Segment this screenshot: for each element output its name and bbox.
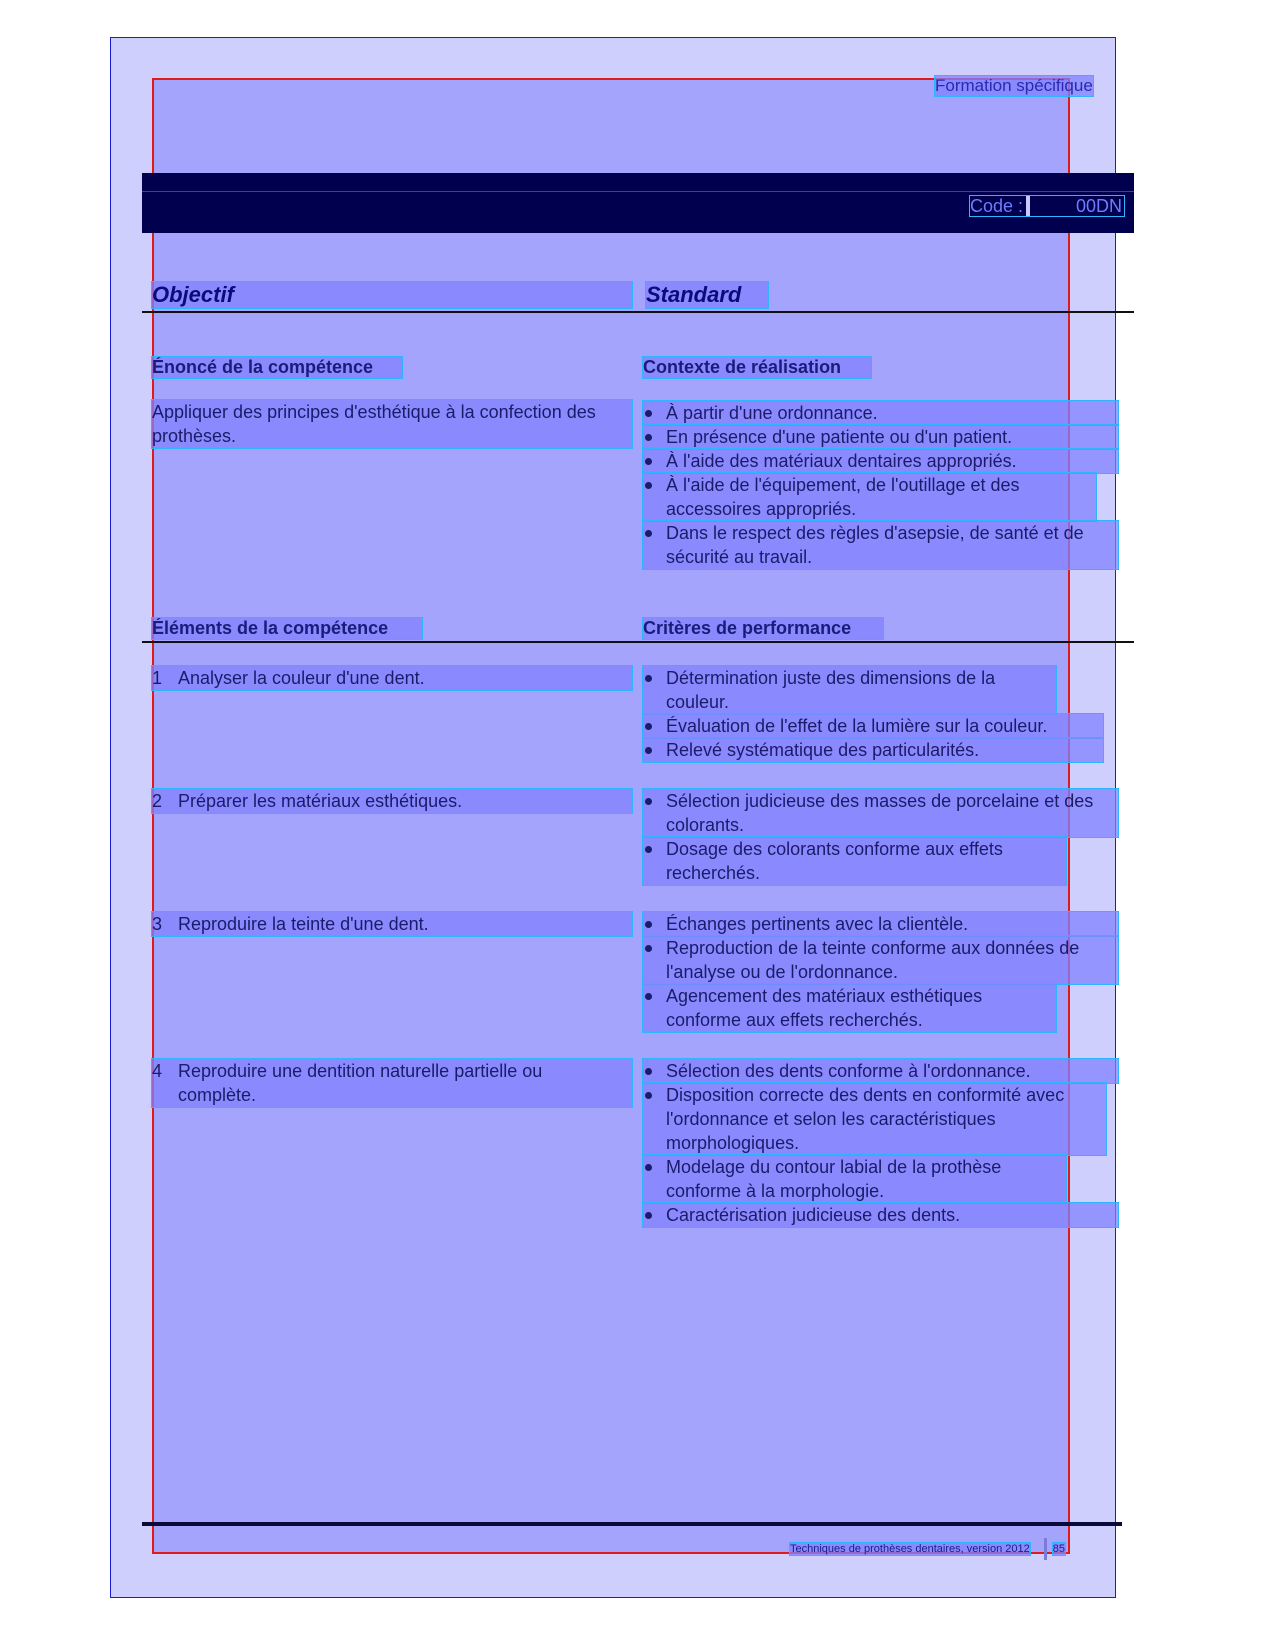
context-item: À l'aide des matériaux dentaires appropriés. <box>643 449 1118 473</box>
header-bar-line <box>142 191 1134 192</box>
competence-text: Appliquer des principes d'esthétique à la confection des prothèses. <box>152 400 632 448</box>
element-text: Reproduire la teinte d'une dent. <box>178 914 429 934</box>
criteria-item: Caractérisation judicieuse des dents. <box>643 1203 1118 1227</box>
competence-heading: Énoncé de la compétence <box>152 357 402 378</box>
footer-document-title: Techniques de prothèses dentaires, version 2012 <box>790 1542 1030 1555</box>
criteria-heading: Critères de performance <box>643 618 883 639</box>
element-text: Analyser la couleur d'une dent. <box>178 668 425 688</box>
criteria-item: Modelage du contour labial de la prothèse conforme à la morphologie. <box>643 1155 1066 1203</box>
element-text: Reproduire une dentition naturelle partielle ou complète. <box>178 1061 543 1105</box>
code-label: Code : <box>970 196 1024 216</box>
page-footer <box>790 1538 1065 1560</box>
criteria-item: Échanges pertinents avec la clientèle. <box>643 912 1118 936</box>
criteria-item: Reproduction de la teinte conforme aux données de l'analyse ou de l'ordonnance. <box>643 936 1118 984</box>
objective-heading: Objectif <box>152 282 632 308</box>
elements-rule <box>142 641 1134 643</box>
criteria-list-3 <box>643 912 1118 1032</box>
elements-heading: Éléments de la compétence <box>152 618 422 639</box>
element-number: 2 <box>152 791 163 811</box>
footer-separator <box>1044 1538 1047 1560</box>
context-item: Dans le respect des règles d'asepsie, de santé et de sécurité au travail. <box>643 521 1118 569</box>
code-value: 00DN <box>1075 196 1122 216</box>
page-number: 85 <box>1052 1542 1065 1555</box>
element-row-2 <box>152 789 632 813</box>
criteria-list-4 <box>643 1059 1118 1227</box>
section-label: Formation spécifique <box>935 76 1093 95</box>
element-row-4 <box>152 1059 632 1107</box>
criteria-item: Sélection des dents conforme à l'ordonnance. <box>643 1059 1118 1083</box>
element-number: 4 <box>152 1061 163 1081</box>
context-list <box>643 401 1118 569</box>
criteria-item: Disposition correcte des dents en conformité avec l'ordonnance et selon les caractéristiques morphologiques. <box>643 1083 1106 1155</box>
criteria-item: Sélection judicieuse des masses de porcelaine et des colorants. <box>643 789 1118 837</box>
code-separator <box>1026 196 1030 216</box>
element-row-1 <box>152 666 632 690</box>
criteria-item: Agencement des matériaux esthétiques conforme aux effets recherchés. <box>643 984 1056 1032</box>
header-rule <box>142 311 1134 313</box>
criteria-list-2 <box>643 789 1118 885</box>
context-heading: Contexte de réalisation <box>643 357 871 378</box>
element-text: Préparer les matériaux esthétiques. <box>178 791 463 811</box>
element-number: 3 <box>152 914 163 934</box>
context-item: En présence d'une patiente ou d'un patient. <box>643 425 1118 449</box>
standard-heading: Standard <box>646 282 768 308</box>
criteria-list-1 <box>643 666 1103 762</box>
context-item: À partir d'une ordonnance. <box>643 401 1118 425</box>
code-box <box>970 196 1124 216</box>
context-item: À l'aide de l'équipement, de l'outillage et des accessoires appropriés. <box>643 473 1096 521</box>
criteria-item: Évaluation de l'effet de la lumière sur la couleur. <box>643 714 1103 738</box>
element-row-3 <box>152 912 632 936</box>
criteria-item: Dosage des colorants conforme aux effets recherchés. <box>643 837 1066 885</box>
element-number: 1 <box>152 668 163 688</box>
footer-rule <box>142 1522 1122 1526</box>
criteria-item: Détermination juste des dimensions de la couleur. <box>643 666 1056 714</box>
criteria-item: Relevé systématique des particularités. <box>643 738 1103 762</box>
